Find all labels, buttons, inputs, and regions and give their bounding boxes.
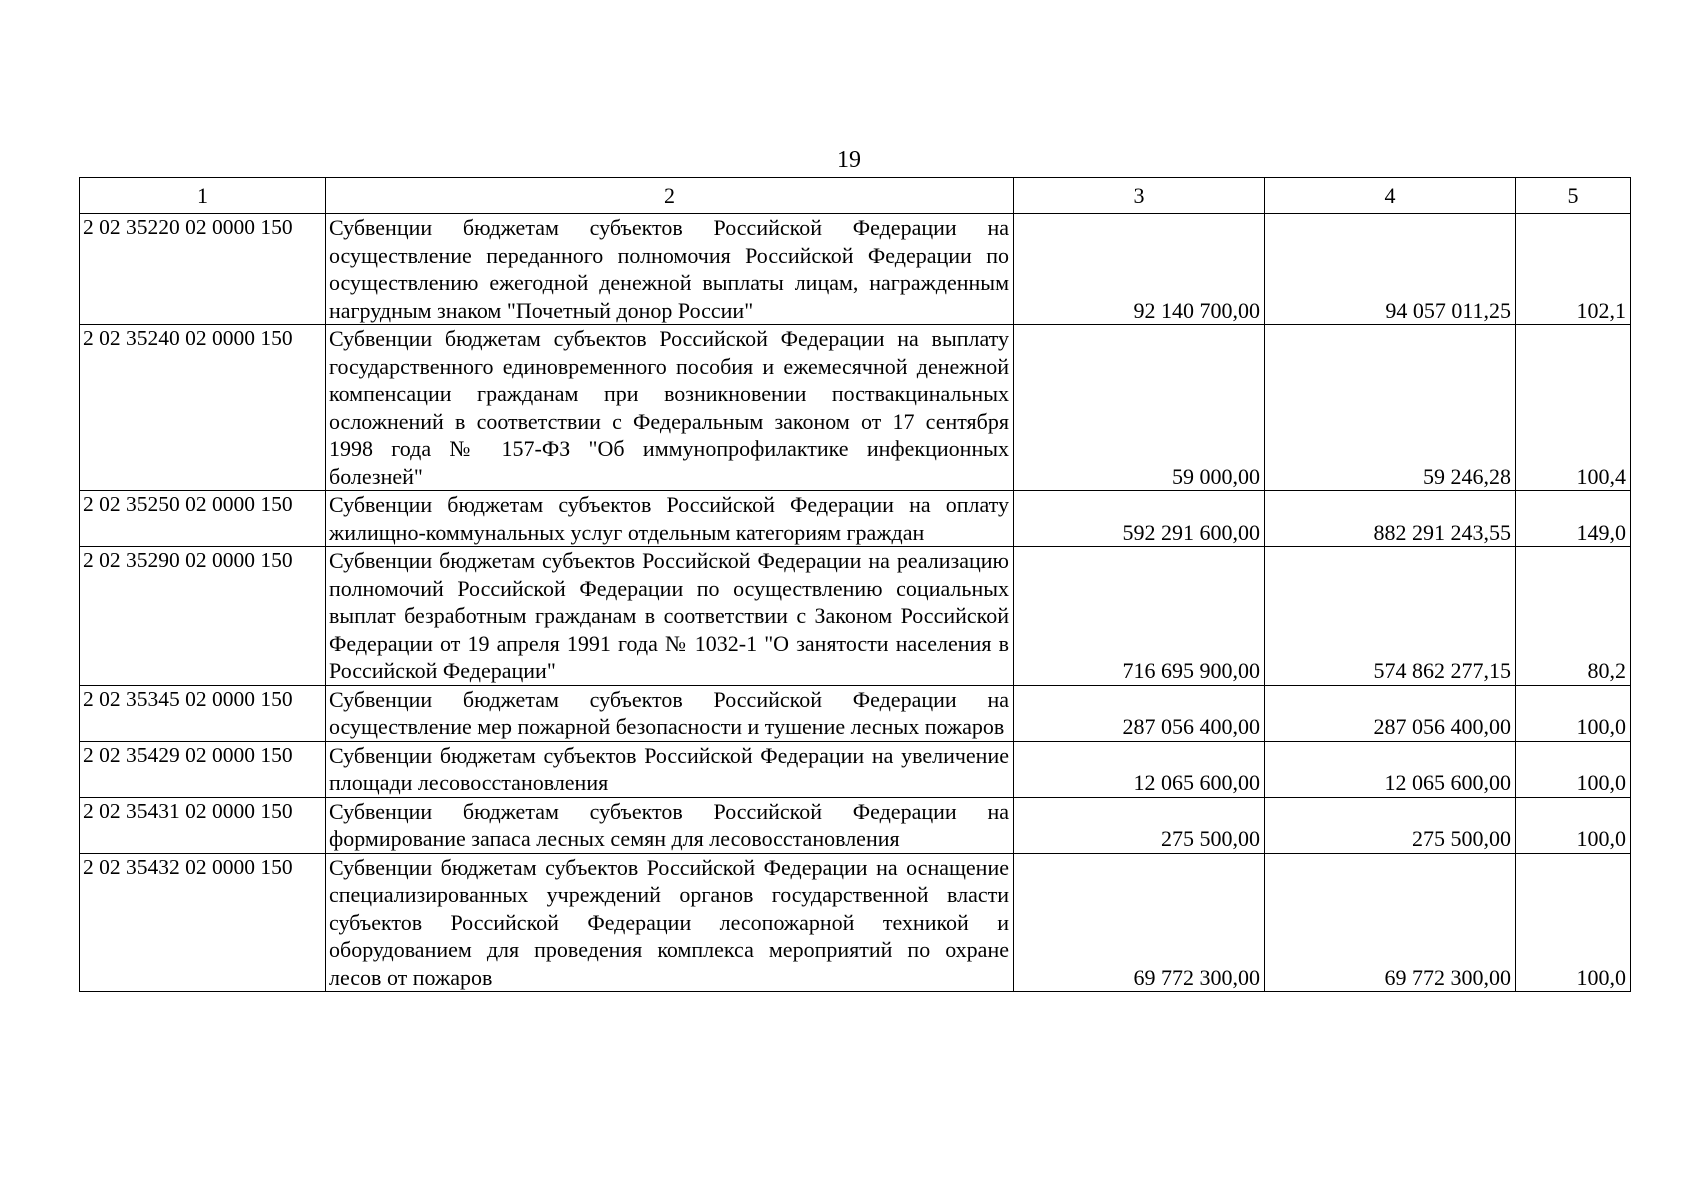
row-col4-value: 882 291 243,55 bbox=[1265, 491, 1516, 547]
table-row bbox=[80, 491, 1631, 547]
table-row bbox=[80, 325, 1631, 491]
row-col4-value: 69 772 300,00 bbox=[1265, 853, 1516, 992]
row-code: 2 02 35250 02 0000 150 bbox=[80, 491, 326, 547]
row-col5-value: 102,1 bbox=[1516, 214, 1631, 325]
header-col-1: 1 bbox=[80, 178, 326, 214]
row-col4-value: 287 056 400,00 bbox=[1265, 685, 1516, 741]
row-description: Субвенции бюджетам субъектов Российской Федерации на формирование запаса лесных семян для лесовосстановления bbox=[326, 797, 1014, 853]
table-header-row bbox=[80, 178, 1631, 214]
row-col3-value: 287 056 400,00 bbox=[1014, 685, 1265, 741]
row-col3-value: 12 065 600,00 bbox=[1014, 741, 1265, 797]
table-row bbox=[80, 547, 1631, 686]
row-col3-value: 69 772 300,00 bbox=[1014, 853, 1265, 992]
row-code: 2 02 35240 02 0000 150 bbox=[80, 325, 326, 491]
row-col4-value: 59 246,28 bbox=[1265, 325, 1516, 491]
row-col5-value: 100,0 bbox=[1516, 685, 1631, 741]
row-description: Субвенции бюджетам субъектов Российской Федерации на выплату государственного единовременного пособия и ежемесячной денежной компенсации гражданам при возникновении поствакцинальных осложнений в соответствии с Федеральным законом от 17 сентября 1998 года № 157-ФЗ "Об иммунопрофилактике инфекционных болезней" bbox=[326, 325, 1014, 491]
row-description: Субвенции бюджетам субъектов Российской Федерации на оплату жилищно-коммунальных услуг отдельным категориям граждан bbox=[326, 491, 1014, 547]
row-description: Субвенции бюджетам субъектов Российской Федерации на осуществление мер пожарной безопасности и тушение лесных пожаров bbox=[326, 685, 1014, 741]
table-row bbox=[80, 741, 1631, 797]
table-row bbox=[80, 214, 1631, 325]
row-description: Субвенции бюджетам субъектов Российской Федерации на реализацию полномочий Российской Федерации по осуществлению социальных выплат безработным гражданам в соответствии с Законом Российской Федерации от 19 апреля 1991 года № 1032-1 "О занятости населения в Российской Федерации" bbox=[326, 547, 1014, 686]
row-col4-value: 574 862 277,15 bbox=[1265, 547, 1516, 686]
row-code: 2 02 35431 02 0000 150 bbox=[80, 797, 326, 853]
row-col3-value: 275 500,00 bbox=[1014, 797, 1265, 853]
page-number: 19 bbox=[837, 147, 861, 173]
row-description: Субвенции бюджетам субъектов Российской Федерации на осуществление переданного полномочия Российской Федерации по осуществлению ежегодной денежной выплаты лицам, награжденным нагрудным знаком "Почетный донор России" bbox=[326, 214, 1014, 325]
row-col5-value: 100,4 bbox=[1516, 325, 1631, 491]
header-col-3: 3 bbox=[1014, 178, 1265, 214]
row-col3-value: 592 291 600,00 bbox=[1014, 491, 1265, 547]
table-row bbox=[80, 853, 1631, 992]
row-col4-value: 94 057 011,25 bbox=[1265, 214, 1516, 325]
row-col5-value: 80,2 bbox=[1516, 547, 1631, 686]
row-col3-value: 92 140 700,00 bbox=[1014, 214, 1265, 325]
row-code: 2 02 35432 02 0000 150 bbox=[80, 853, 326, 992]
row-col5-value: 100,0 bbox=[1516, 741, 1631, 797]
header-col-2: 2 bbox=[326, 178, 1014, 214]
row-col4-value: 12 065 600,00 bbox=[1265, 741, 1516, 797]
row-col5-value: 149,0 bbox=[1516, 491, 1631, 547]
budget-table bbox=[79, 177, 1631, 992]
table-row bbox=[80, 797, 1631, 853]
row-description: Субвенции бюджетам субъектов Российской Федерации на оснащение специализированных учреждений органов государственной власти субъектов Российской Федерации лесопожарной техникой и оборудованием для проведения комплекса мероприятий по охране лесов от пожаров bbox=[326, 853, 1014, 992]
row-col5-value: 100,0 bbox=[1516, 797, 1631, 853]
table-row bbox=[80, 685, 1631, 741]
row-col4-value: 275 500,00 bbox=[1265, 797, 1516, 853]
header-col-5: 5 bbox=[1516, 178, 1631, 214]
row-col5-value: 100,0 bbox=[1516, 853, 1631, 992]
row-code: 2 02 35290 02 0000 150 bbox=[80, 547, 326, 686]
header-col-4: 4 bbox=[1265, 178, 1516, 214]
row-code: 2 02 35220 02 0000 150 bbox=[80, 214, 326, 325]
row-description: Субвенции бюджетам субъектов Российской Федерации на увеличение площади лесовосстановления bbox=[326, 741, 1014, 797]
row-code: 2 02 35429 02 0000 150 bbox=[80, 741, 326, 797]
row-col3-value: 716 695 900,00 bbox=[1014, 547, 1265, 686]
row-code: 2 02 35345 02 0000 150 bbox=[80, 685, 326, 741]
row-col3-value: 59 000,00 bbox=[1014, 325, 1265, 491]
